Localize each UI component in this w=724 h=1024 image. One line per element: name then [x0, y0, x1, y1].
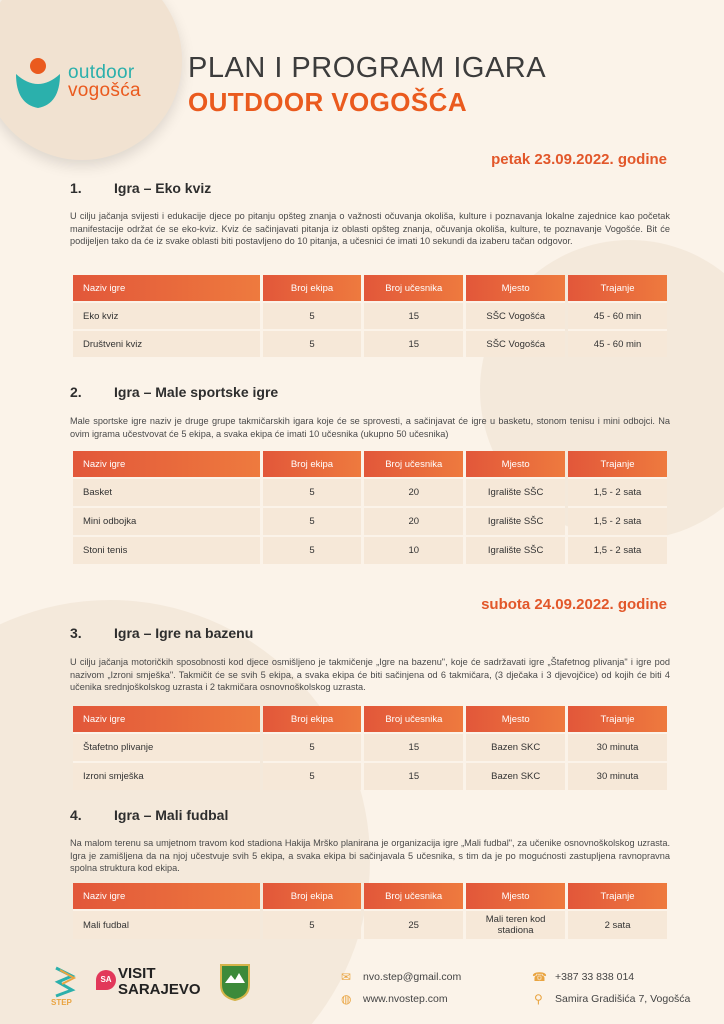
- table-row: [73, 732, 667, 761]
- footer-address: Samira Gradišića 7, Vogošća: [555, 993, 691, 1005]
- section-description-2: Male sportske igre naziv je druge grupe takmičarskih igara koje će se sprovesti, a sačinjavat će igre u basketu, stonom tenisu i mini odbojci. Na ovim igrama učestvovat će 5 ekipa, a svaka ekipa će imati 10 učesnika (ukupno 50 učesnika): [70, 416, 670, 439]
- col-header-location: Mjesto: [466, 451, 565, 477]
- logo-text-vogosca: vogošća: [68, 80, 141, 101]
- section-heading-1: [70, 180, 211, 196]
- section-heading-2: [70, 384, 278, 400]
- cell-participants: 20: [364, 477, 463, 506]
- cell-teams: 5: [263, 329, 362, 357]
- col-header-participants: Broj učesnika: [364, 275, 463, 301]
- cell-name: Stoni tenis: [73, 535, 260, 564]
- envelope-icon: ✉: [341, 970, 352, 984]
- cell-participants: 20: [364, 506, 463, 535]
- location-pin-icon: ⚲: [534, 992, 543, 1006]
- col-header-location: Mjesto: [466, 883, 565, 909]
- col-header-teams: Broj ekipa: [263, 451, 362, 477]
- cell-teams: 5: [263, 761, 362, 790]
- cell-location: SŠC Vogošća: [466, 301, 565, 329]
- col-header-location: Mjesto: [466, 275, 565, 301]
- cell-location: SŠC Vogošća: [466, 329, 565, 357]
- section-number: 4.: [70, 807, 82, 823]
- table-row: [73, 909, 667, 939]
- section-heading-4: [70, 807, 228, 823]
- cell-location: Igralište SŠC: [466, 477, 565, 506]
- section-description-4: Na malom terenu sa umjetnom travom kod stadiona Hakija Mrško planirana je organizacija igre „Mali fudbal", za učenike osnovnoškolskog uzrasta. Igra je zamišljena da na njoj učestvuje svih 5 ekipa, a svaka ekipa bi sačinjavala 5 učesnika, s tim da je po mogućnosti zastupljena ravnopravna spolna struktura kod ekipa.: [70, 838, 670, 874]
- cell-name: Izroni smješka: [73, 761, 260, 790]
- col-header-duration: Trajanje: [568, 451, 667, 477]
- page-subtitle: OUTDOOR VOGOŠĆA: [188, 87, 468, 117]
- games-table-1: [70, 275, 670, 357]
- cell-duration: 45 - 60 min: [568, 329, 667, 357]
- cell-duration: 1,5 - 2 sata: [568, 477, 667, 506]
- table-header-row: [73, 706, 667, 732]
- cell-teams: 5: [263, 301, 362, 329]
- table-row: [73, 301, 667, 329]
- cell-teams: 5: [263, 477, 362, 506]
- cell-duration: 30 minuta: [568, 732, 667, 761]
- table-header-row: [73, 451, 667, 477]
- section-heading-3: [70, 625, 253, 641]
- section-number: 2.: [70, 384, 82, 400]
- cell-name: Štafetno plivanje: [73, 732, 260, 761]
- footer-phone[interactable]: +387 33 838 014: [555, 971, 635, 983]
- cell-location: Mali teren kod stadiona: [466, 909, 565, 939]
- coat-of-arms-icon: [219, 963, 251, 1001]
- footer-website[interactable]: www.nvostep.com: [363, 993, 448, 1005]
- table-header-row: [73, 883, 667, 909]
- person-logo-icon: [12, 54, 64, 110]
- table-header-row: [73, 275, 667, 301]
- col-header-duration: Trajanje: [568, 706, 667, 732]
- cell-duration: 1,5 - 2 sata: [568, 535, 667, 564]
- cell-name: Mali fudbal: [73, 909, 260, 939]
- page-title: PLAN I PROGRAM IGARA: [188, 52, 547, 84]
- cell-location: Igralište SŠC: [466, 535, 565, 564]
- col-header-name: Naziv igre: [73, 451, 260, 477]
- cell-name: Društveni kviz: [73, 329, 260, 357]
- cell-duration: 30 minuta: [568, 761, 667, 790]
- step-logo-icon: [50, 966, 78, 998]
- footer-email[interactable]: nvo.step@gmail.com: [363, 971, 462, 983]
- section-title: Igra – Male sportske igre: [114, 384, 279, 400]
- cell-location: Igralište SŠC: [466, 506, 565, 535]
- table-row: [73, 535, 667, 564]
- section-number: 3.: [70, 625, 82, 641]
- cell-participants: 10: [364, 535, 463, 564]
- col-header-teams: Broj ekipa: [263, 275, 362, 301]
- sarajevo-text: SARAJEVO: [118, 981, 201, 998]
- col-header-participants: Broj učesnika: [364, 883, 463, 909]
- step-logo-text: STEP: [51, 998, 72, 1007]
- section-description-1: U cilju jačanja svijesti i edukacije djece po pitanju opšteg znanja o važnosti očuvanja okoliša, kulture i poznavanja lokalne zajednice kao početak manifestacije održat će se eko-kviz. Kviz će sačinjavati pitanja iz oblasti opšteg znanja, očuvanja okoliša, kulture, te poznavanje Vogošće. Bit će podijeljen tako da će iz svake oblasti biti postavljeno do 10 pitanja, a učesnici će imati 10 sekundi da izaberu tačan odgovor.: [70, 211, 670, 247]
- section-number: 1.: [70, 180, 82, 196]
- cell-location: Bazen SKC: [466, 761, 565, 790]
- cell-duration: 1,5 - 2 sata: [568, 506, 667, 535]
- col-header-duration: Trajanje: [568, 883, 667, 909]
- col-header-name: Naziv igre: [73, 883, 260, 909]
- cell-duration: 2 sata: [568, 909, 667, 939]
- logo-text-outdoor: outdoor: [68, 62, 135, 83]
- cell-teams: 5: [263, 909, 362, 939]
- date-friday: petak 23.09.2022. godine: [491, 151, 667, 168]
- cell-teams: 5: [263, 506, 362, 535]
- cell-teams: 5: [263, 535, 362, 564]
- games-table-4: [70, 883, 670, 939]
- section-title: Igra – Eko kviz: [114, 180, 212, 196]
- col-header-duration: Trajanje: [568, 275, 667, 301]
- cell-teams: 5: [263, 732, 362, 761]
- col-header-name: Naziv igre: [73, 275, 260, 301]
- games-table-2: [70, 451, 670, 564]
- cell-name: Eko kviz: [73, 301, 260, 329]
- visit-sarajevo-pin-icon: SA: [96, 970, 116, 990]
- date-saturday: subota 24.09.2022. godine: [481, 596, 667, 613]
- cell-participants: 15: [364, 301, 463, 329]
- cell-name: Mini odbojka: [73, 506, 260, 535]
- section-description-3: U cilju jačanja motoričkih sposobnosti kod djece osmišljeno je takmičenje „Igre na bazenu", koje će sadržavati igre „Štafetnog plivanja" i igre pod nazivom „Izroni smješka". Takmičit će se svih 5 ekipa, a svaka ekipa će biti sačinjena od 6 takmičara, (3 dječaka i 3 djevojčice) od kojih će biti 4 učenika srednjoškolskog uzrasta i 2 takmičara osnovnoškolskog uzrasta.: [70, 657, 670, 693]
- visit-sarajevo-logo: [118, 966, 201, 998]
- section-title: Igra – Igre na bazenu: [114, 625, 254, 641]
- cell-participants: 15: [364, 761, 463, 790]
- cell-participants: 15: [364, 732, 463, 761]
- globe-icon: ◍: [341, 992, 352, 1006]
- table-row: [73, 477, 667, 506]
- cell-participants: 25: [364, 909, 463, 939]
- section-title: Igra – Mali fudbal: [114, 807, 229, 823]
- col-header-participants: Broj učesnika: [364, 706, 463, 732]
- col-header-name: Naziv igre: [73, 706, 260, 732]
- col-header-teams: Broj ekipa: [263, 706, 362, 732]
- col-header-location: Mjesto: [466, 706, 565, 732]
- games-table-3: [70, 706, 670, 790]
- cell-duration: 45 - 60 min: [568, 301, 667, 329]
- phone-icon: ☎: [532, 970, 547, 984]
- visit-text: VISIT: [118, 965, 156, 982]
- footer: [0, 958, 724, 1024]
- cell-location: Bazen SKC: [466, 732, 565, 761]
- cell-name: Basket: [73, 477, 260, 506]
- outdoor-vogosca-logo: [12, 54, 152, 114]
- col-header-teams: Broj ekipa: [263, 883, 362, 909]
- table-row: [73, 761, 667, 790]
- table-row: [73, 329, 667, 357]
- cell-participants: 15: [364, 329, 463, 357]
- col-header-participants: Broj učesnika: [364, 451, 463, 477]
- table-row: [73, 506, 667, 535]
